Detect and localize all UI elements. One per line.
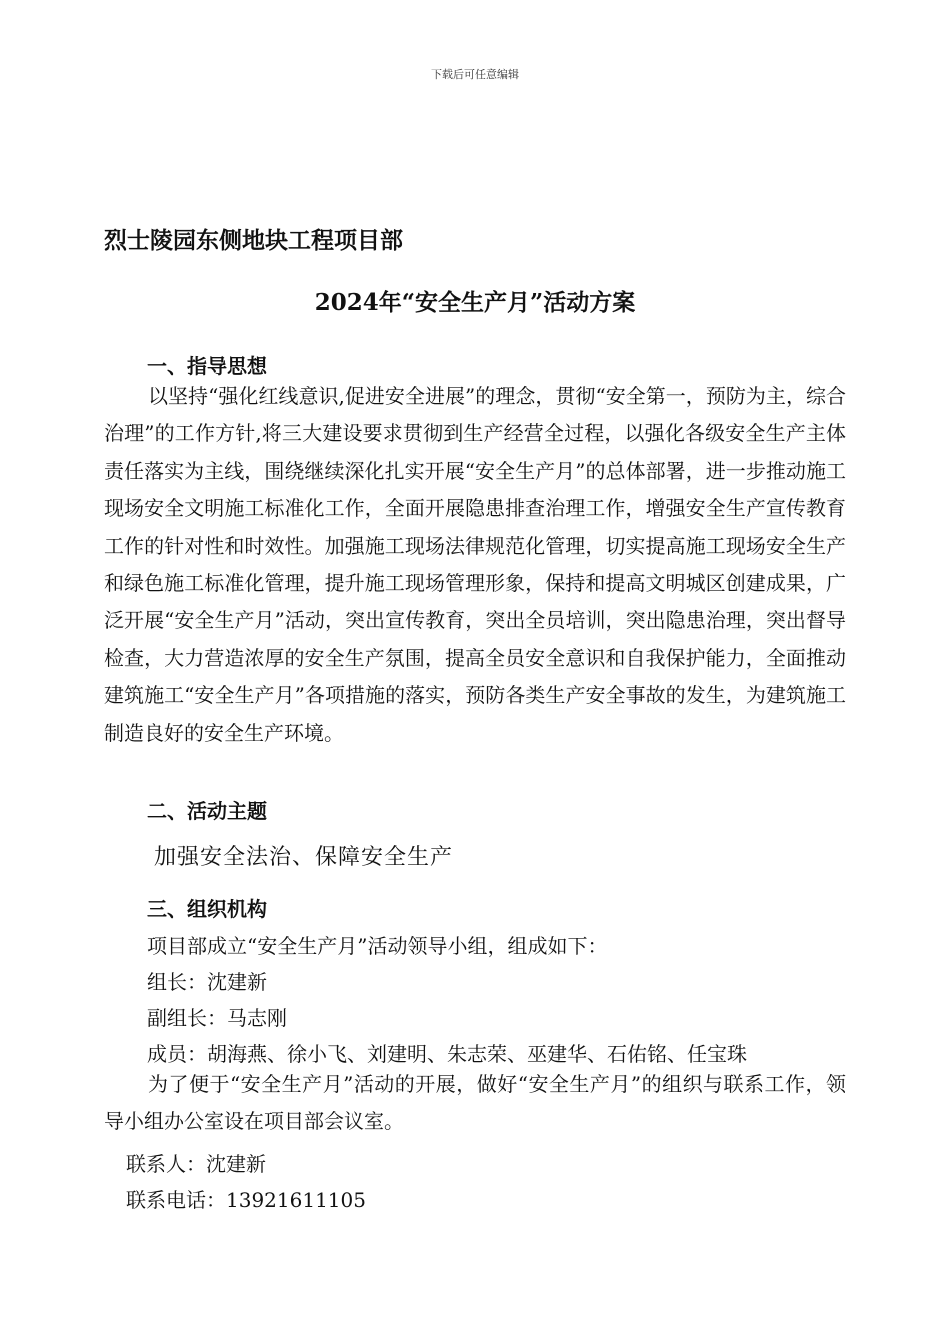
document-title: 2024年“安全生产月”活动方案: [314, 289, 636, 316]
guiding-ideology-paragraph: 以坚持“强化红线意识,促进安全进展”的理念，贯彻“安全第一，预防为主，综合治理”的工作方针,将三大建设要求贯彻到生产经营全过程，以强化各级安全生产主体责任落实为主线，围绕继续深化扎实开展“安全生产月”的总体部署，进一步推动施工现场安全文明施工标准化工作，全面开展隐患排查治理工作，增强安全生产宣传教育工作的针对性和时效性。加强施工现场法律规范化管理，切实提高施工现场安全生产和绿色施工标准化管理，提升施工现场管理形象，保持和提高文明城区创建成果，广泛开展“安全生产月”活动，突出宣传教育，突出全员培训，突出隐患治理，突出督导检查，大力营造浓厚的安全生产氛围，提高全员安全意识和自我保护能力，全面推动建筑施工“安全生产月”各项措施的落实，预防各类生产安全事故的发生，为建筑施工制造良好的安全生产环境。: [104, 384, 846, 745]
activity-theme: 加强安全法治、保障安全生产: [154, 845, 454, 870]
contact-person: 联系人：沈建新: [126, 1152, 266, 1176]
section-heading-guiding-ideology: 一、指导思想: [147, 354, 267, 378]
section-heading-theme: 二、活动主题: [147, 799, 267, 823]
section-heading-organization: 三、组织机构: [147, 897, 267, 921]
contact-phone: 联系电话：13921611105: [126, 1188, 366, 1212]
header-note: 下载后可任意编辑: [431, 68, 519, 81]
group-members: 成员：胡海燕、徐小飞、刘建明、朱志荣、巫建华、石佑铭、任宝珠: [147, 1042, 747, 1066]
project-title: 烈士陵园东侧地块工程项目部: [104, 227, 403, 254]
office-paragraph: 为了便于“安全生产月”活动的开展，做好“安全生产月”的组织与联系工作，领导小组办公室设在项目部会议室。: [104, 1072, 846, 1134]
deputy-leader: 副组长：马志刚: [147, 1006, 287, 1030]
organization-intro: 项目部成立“安全生产月”活动领导小组，组成如下：: [147, 934, 608, 958]
group-leader: 组长：沈建新: [147, 970, 267, 994]
